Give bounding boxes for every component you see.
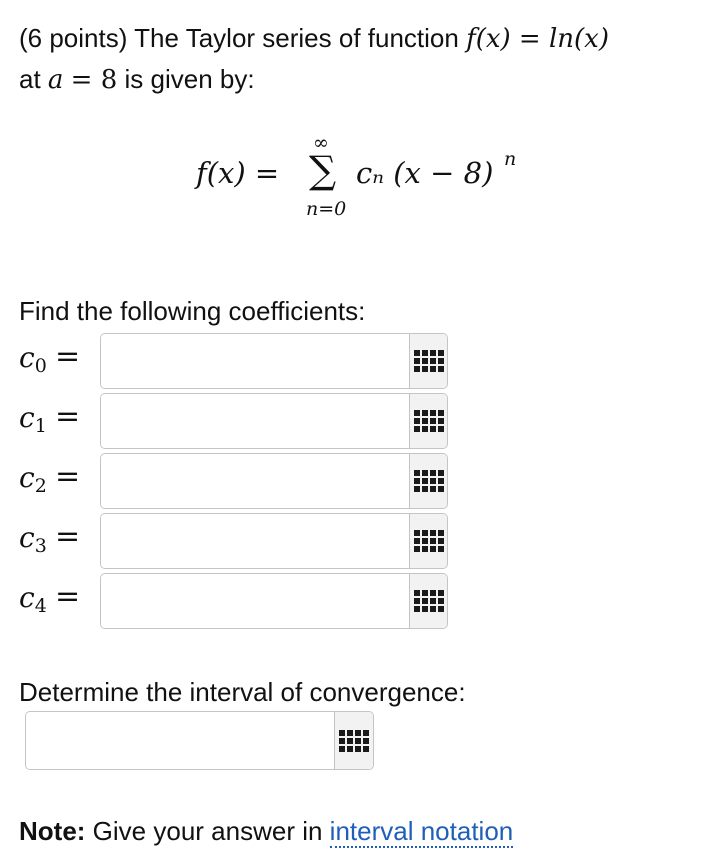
coefficient-input-group bbox=[100, 573, 448, 629]
formula-lhs: f(x) = bbox=[196, 156, 280, 190]
grid-icon bbox=[414, 410, 444, 432]
math-palette-button[interactable] bbox=[335, 712, 373, 769]
points-label: (6 points) bbox=[19, 23, 128, 53]
coefficient-row-1 bbox=[0, 391, 708, 451]
math-palette-button[interactable] bbox=[410, 454, 447, 508]
coefficient-label: $c_0$ bbox=[19, 341, 47, 377]
grid-icon bbox=[414, 470, 444, 492]
coefficient-input-c0[interactable] bbox=[101, 334, 410, 388]
coefficient-row-2 bbox=[0, 451, 708, 511]
coefficient-label: $c_4$ bbox=[19, 581, 47, 617]
note-text: Give your answer in bbox=[92, 816, 323, 846]
equals-sign: = bbox=[55, 459, 81, 494]
coefficient-row-0 bbox=[0, 331, 708, 391]
equals-sign: = bbox=[55, 579, 81, 614]
sum-lower-limit: n=0 bbox=[306, 198, 347, 220]
grid-icon bbox=[339, 730, 369, 752]
coefficient-label: $c_2$ bbox=[19, 461, 47, 497]
function-expression: f(x) = ln(x) bbox=[466, 24, 609, 54]
coefficient-input-group bbox=[100, 393, 448, 449]
math-palette-button[interactable] bbox=[410, 394, 447, 448]
math-palette-button[interactable] bbox=[410, 574, 447, 628]
sum-upper-limit: ∞ bbox=[313, 132, 329, 154]
problem-intro: The Taylor series of function bbox=[134, 23, 459, 53]
interval-input[interactable] bbox=[26, 712, 335, 769]
coefficient-input-c2[interactable] bbox=[101, 454, 410, 508]
grid-icon bbox=[414, 350, 444, 372]
equals-sign: = bbox=[55, 519, 81, 554]
given-text: is given by: bbox=[124, 64, 255, 94]
math-palette-button[interactable] bbox=[410, 514, 447, 568]
coefficient-input-group bbox=[100, 453, 448, 509]
taylor-series-formula bbox=[196, 128, 536, 228]
grid-icon bbox=[414, 530, 444, 552]
coefficient-input-c1[interactable] bbox=[101, 394, 410, 448]
coefficient-label: $c_3$ bbox=[19, 521, 47, 557]
equals-sign: = bbox=[55, 399, 81, 434]
coefficient-label: $c_1$ bbox=[19, 401, 47, 437]
math-palette-button[interactable] bbox=[410, 334, 447, 388]
coefficient-input-c3[interactable] bbox=[101, 514, 410, 568]
coefficient-row-3 bbox=[0, 511, 708, 571]
coefficient-input-group bbox=[100, 513, 448, 569]
center-variable: a bbox=[47, 65, 64, 95]
coefficients-heading: Find the following coefficients: bbox=[19, 296, 366, 326]
coefficient-input-c4[interactable] bbox=[101, 574, 410, 628]
equals-sign: = bbox=[55, 339, 81, 374]
problem-line-2 bbox=[19, 59, 699, 100]
at-text: at bbox=[19, 64, 41, 94]
note-label: Note: bbox=[19, 816, 86, 846]
interval-input-group bbox=[25, 711, 374, 770]
grid-icon bbox=[414, 590, 444, 612]
center-value: = 8 bbox=[70, 65, 118, 95]
problem-statement bbox=[19, 18, 699, 100]
sigma-symbol: ∑ bbox=[309, 148, 337, 192]
interval-heading: Determine the interval of convergence: bbox=[19, 677, 466, 707]
interval-notation-link[interactable]: interval notation bbox=[329, 816, 514, 846]
formula-term: cₙ (x − 8) bbox=[356, 156, 494, 190]
problem-line-1 bbox=[19, 18, 699, 59]
note bbox=[19, 814, 513, 848]
formula-exponent: n bbox=[504, 148, 517, 170]
coefficient-row-4 bbox=[0, 571, 708, 631]
coefficient-input-group bbox=[100, 333, 448, 389]
